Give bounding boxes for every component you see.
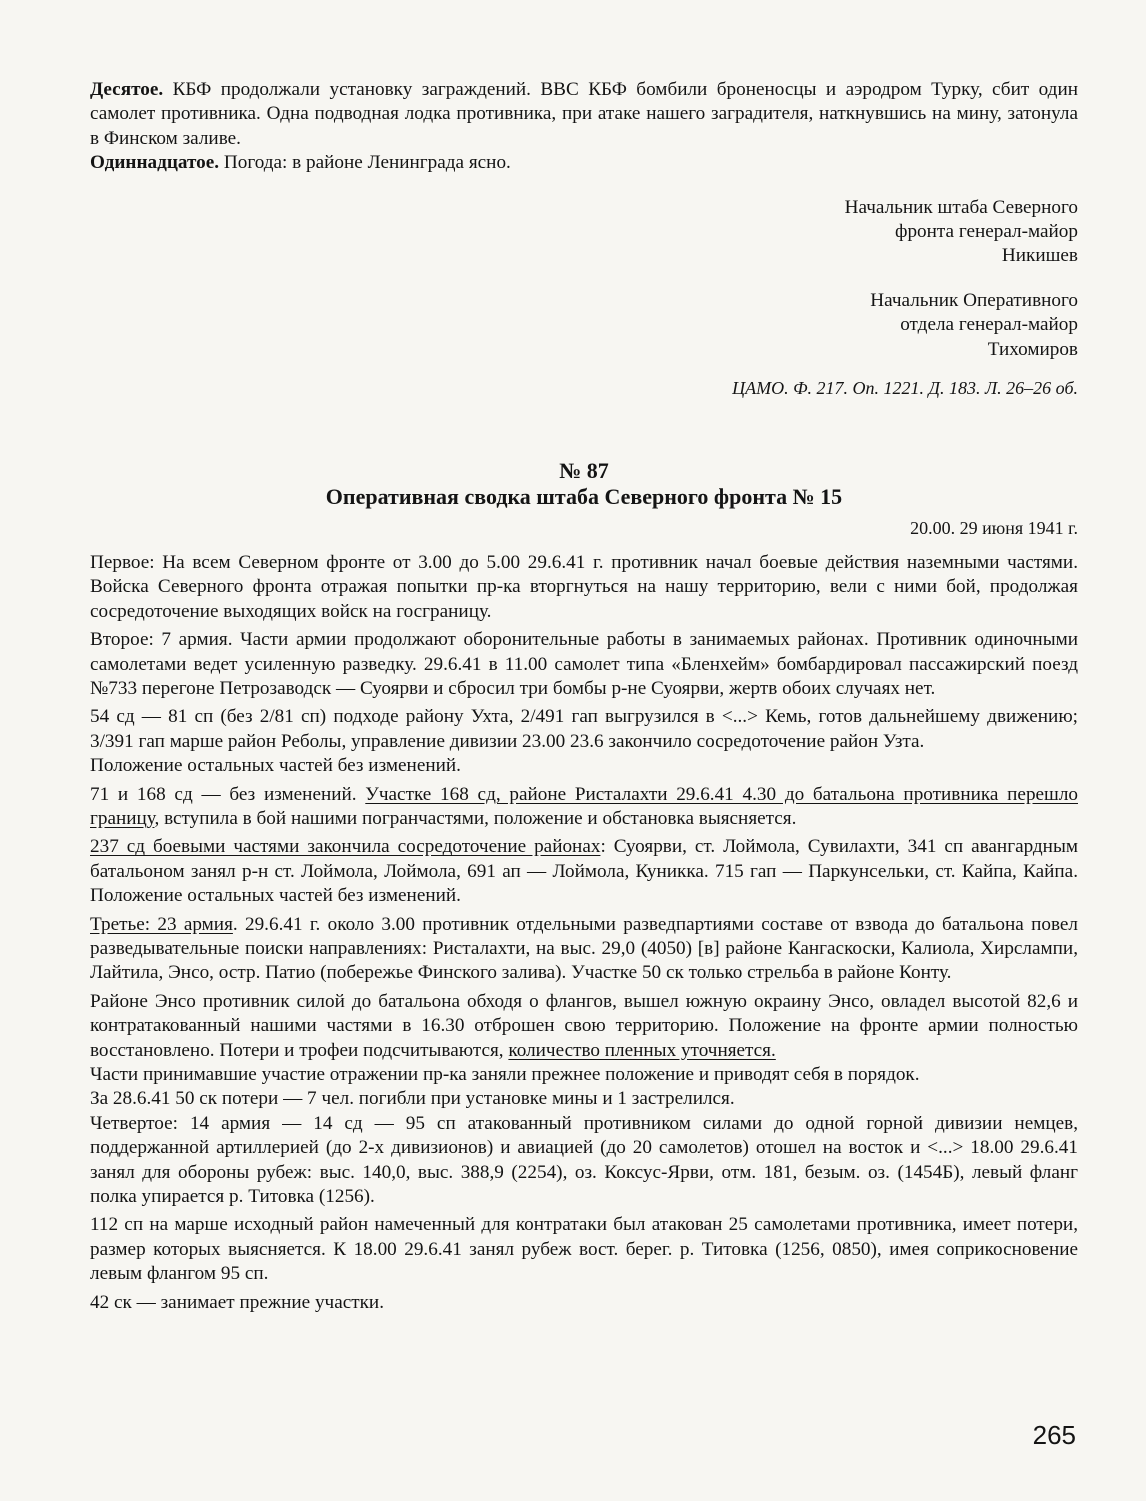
paragraph: 42 ск — занимает прежние участки. [90, 1291, 384, 1313]
paragraph [90, 990, 1078, 1063]
signature-operations-chief [90, 289, 1078, 362]
paragraph: За 28.6.41 50 ск потери — 7 чел. погибли при установке мины и 1 застрелился. [90, 1088, 735, 1110]
page-number: 265 [1032, 1420, 1076, 1450]
paragraph-text: КБФ продолжали установку заграждений. ВВС КБФ бомбили броненосцы и аэродром Турку, сбит один самолет противника. Одна подводная лодка противника, при атаке нашего заградителя, наткнувшись на мину, затонула в Финском заливе. [90, 79, 1078, 149]
signature-line: отдела генерал-майор [900, 314, 1078, 336]
paragraph: 112 сп на марше исходный район намеченный для контратаки был атакован 25 самолетами противника, имеет потери, размер которых выясняется. К 18.00 29.6.41 занял рубеж вост. берег. р. Титовка (1256, 0850), имея соприкосновение левым флангом 95 сп. [90, 1214, 1078, 1285]
paragraph-label: Десятое. [90, 79, 164, 100]
underlined-text: 237 сд боевыми частями закончила сосредоточение районах [90, 836, 601, 858]
archive-source: ЦАМО. Ф. 217. Оп. 1221. Д. 183. Л. 26–26 об. [732, 378, 1078, 399]
underlined-text: количество пленных уточняется. [508, 1039, 776, 1061]
document-title: Оперативная сводка штаба Северного фронта № 15 [325, 484, 843, 510]
underlined-text: Участке 168 сд, районе Ристалахти 29.6.41 4.30 до батальона противника перешло границу [90, 783, 1078, 829]
text-run: : Суоярви, ст. Лоймола, Сувилахти, 341 сп авангардным батальоном занял р-н ст. Лоймола, Лоймола, 691 ап — Лоймола, Куникка. 715 гап — Паркунсельки, ст. Кайпа, Кайпа. Положение остальных частей без изменений. [90, 836, 1078, 907]
paragraph: Второе: 7 армия. Части армии продолжают оборонительные работы в занимаемых районах. Противник одиночными самолетами ведет усиленную разведку. 29.6.41 в 11.00 самолет типа «Бленхейм» бомбардировал пассажирский поезд №733 перегоне Петрозаводск — Суоярви и сбросил три бомбы р-не Суоярви, жертв обоих случаях нет. [90, 629, 1078, 699]
text-run: , вступила в бой нашими погранчастями, положение и обстановка выясняется. [154, 807, 797, 829]
paragraph-tenth [90, 78, 1078, 151]
underlined-text: Третье: 23 армия [90, 913, 233, 935]
paragraph-label: Одиннадцатое. [90, 152, 220, 174]
signature-line: фронта генерал-майор [895, 221, 1078, 243]
signature-line: Начальник штаба Северного [844, 196, 1078, 218]
paragraph [90, 783, 1078, 832]
text-run: 71 и 168 сд — без изменений. [90, 783, 366, 805]
paragraph: Первое: На всем Северном фронте от 3.00 до 5.00 29.6.41 г. противник начал боевые действия наземными частями. Войска Северного фронта отражая попытки пр-ка вторгнуться на нашу территорию, вели с ними бой, продолжая сосредоточение выходящих войск на госграницу. [90, 551, 1078, 622]
paragraph-text: Погода: в районе Ленинграда ясно. [219, 152, 511, 174]
document-dateline: 20.00. 29 июня 1941 г. [910, 518, 1078, 539]
signature-chief-of-staff [90, 196, 1078, 269]
signature-name: Никишев [1001, 245, 1078, 267]
paragraph-eleventh [90, 151, 1078, 175]
signature-name: Тихомиров [987, 338, 1078, 360]
paragraph: Четвертое: 14 армия — 14 сд — 95 сп атакованный противником силами до одной горной дивизии немцев, поддержанной артиллерией (до 2-х дивизионов) и авиацией (до 20 самолетов) отошел на восток и <...> 18.00 29.6.41 занял для обороны рубеж: выс. 140,0, выс. 388,9 (2254), оз. Коксус-Ярви, отм. 181, безым. оз. (1454Б), левый фланг полка упирается р. Титовка (1256). [90, 1112, 1078, 1208]
document-number: № 87 [559, 458, 609, 484]
paragraph: 54 сд — 81 сп (без 2/81 сп) подходе району Ухта, 2/491 гап выгрузился в <...> Кемь, готов дальнейшему движению; 3/391 гап марше район Реболы, управление дивизии 23.00 23.6 закончило сосредоточение район Узта. [90, 706, 1078, 752]
paragraph [90, 835, 1078, 908]
text-run: Районе Энсо противник силой до батальона обходя о флангов, вышел южную окраину Энсо, овладел высотой 82,6 и контратакованный нашими частями в 16.30 отброшен свою территорию. Положение на фронте армии полностью восстановлено. Потери и трофеи подсчитываются, [90, 990, 1078, 1061]
signature-line: Начальник Оперативного [870, 289, 1078, 311]
text-run: . 29.6.41 г. около 3.00 противник отдельными разведпартиями составе от взвода до батальона повел разведывательные поиски направлениях: Ристалахти, на выс. 29,0 (4050) [в] районе Кангаскоски, Калиола, Хирслампи, Лайтила, Энсо, остр. Патио (побережье Финского залива). Участке 50 ск только стрельба в районе Конту. [90, 913, 1078, 984]
paragraph [90, 913, 1078, 986]
page-content [90, 78, 1078, 1315]
paragraph: Части принимавшие участие отражении пр-ка заняли прежнее положение и приводят себя в порядок. [90, 1064, 920, 1085]
paragraph: Положение остальных частей без изменений. [90, 755, 461, 777]
